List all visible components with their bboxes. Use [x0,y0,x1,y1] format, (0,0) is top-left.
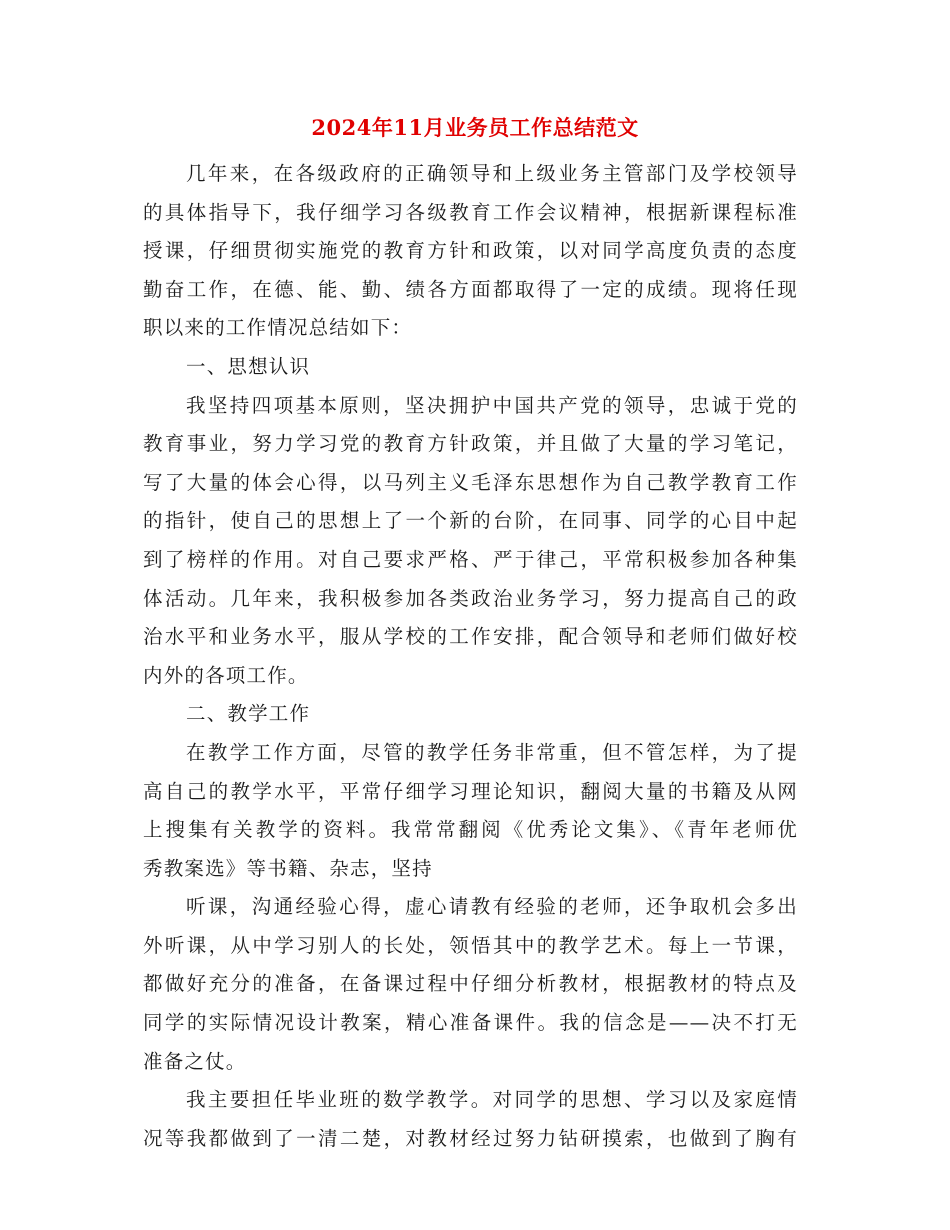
text-line: 秀教案选》等书籍、杂志，坚持 [143,856,433,880]
text-line: 内外的各项工作。 [143,663,309,687]
text-line: 同学的实际情况设计教案，精心准备课件。我的信念是——决不打无 [143,1011,798,1035]
text-line: 勤奋工作，在德、能、勤、绩各方面都取得了一定的成绩。现将任现 [143,277,798,301]
text-line: 一、思想认识 [186,354,311,378]
text-line: 职以来的工作情况总结如下： [143,316,413,340]
document-body [143,155,798,1158]
document-title: 2024年11月业务员工作总结范文 [311,115,639,140]
text-line: 都做好充分的准备，在备课过程中仔细分析教材，根据教材的特点及 [143,972,798,996]
text-line: 我主要担任毕业班的数学教学。对同学的思想、学习以及家庭情 [186,1088,798,1112]
text-line: 上搜集有关教学的资料。我常常翻阅《优秀论文集》、《青年老师优 [143,818,798,842]
text-line: 的具体指导下，我仔细学习各级教育工作会议精神，根据新课程标准 [143,200,798,224]
text-line: 外听课，从中学习别人的长处，领悟其中的教学艺术。每上一节课， [143,933,798,957]
text-line: 高自己的教学水平，平常仔细学习理论知识，翻阅大量的书籍及从网 [143,779,798,803]
text-line: 到了榜样的作用。对自己要求严格、严于律己，平常积极参加各种集 [143,547,798,571]
text-line: 准备之仗。 [143,1049,247,1073]
text-line: 写了大量的体会心得，以马列主义毛泽东思想作为自己教学教育工作 [143,470,798,494]
text-line: 治水平和业务水平，服从学校的工作安排，配合领导和老师们做好校 [143,625,798,649]
text-line: 授课，仔细贯彻实施党的教育方针和政策，以对同学高度负责的态度 [143,239,798,263]
text-line: 二、教学工作 [186,702,311,726]
text-line: 体活动。几年来，我积极参加各类政治业务学习，努力提高自己的政 [143,586,798,610]
text-line: 我坚持四项基本原则，坚决拥护中国共产党的领导，忠诚于党的 [186,393,798,417]
text-line: 听课，沟通经验心得，虚心请教有经验的老师，还争取机会多出 [186,895,798,919]
text-line: 几年来，在各级政府的正确领导和上级业务主管部门及学校领导 [186,162,798,185]
text-line: 在教学工作方面，尽管的教学任务非常重，但不管怎样，为了提 [186,740,798,764]
text-line: 况等我都做到了一清二楚，对教材经过努力钻研摸索，也做到了胸有 [143,1126,798,1150]
text-line: 的指针，使自己的思想上了一个新的台阶，在同事、同学的心目中起 [143,509,798,533]
text-line: 教育事业，努力学习党的教育方针政策，并且做了大量的学习笔记， [143,432,798,456]
